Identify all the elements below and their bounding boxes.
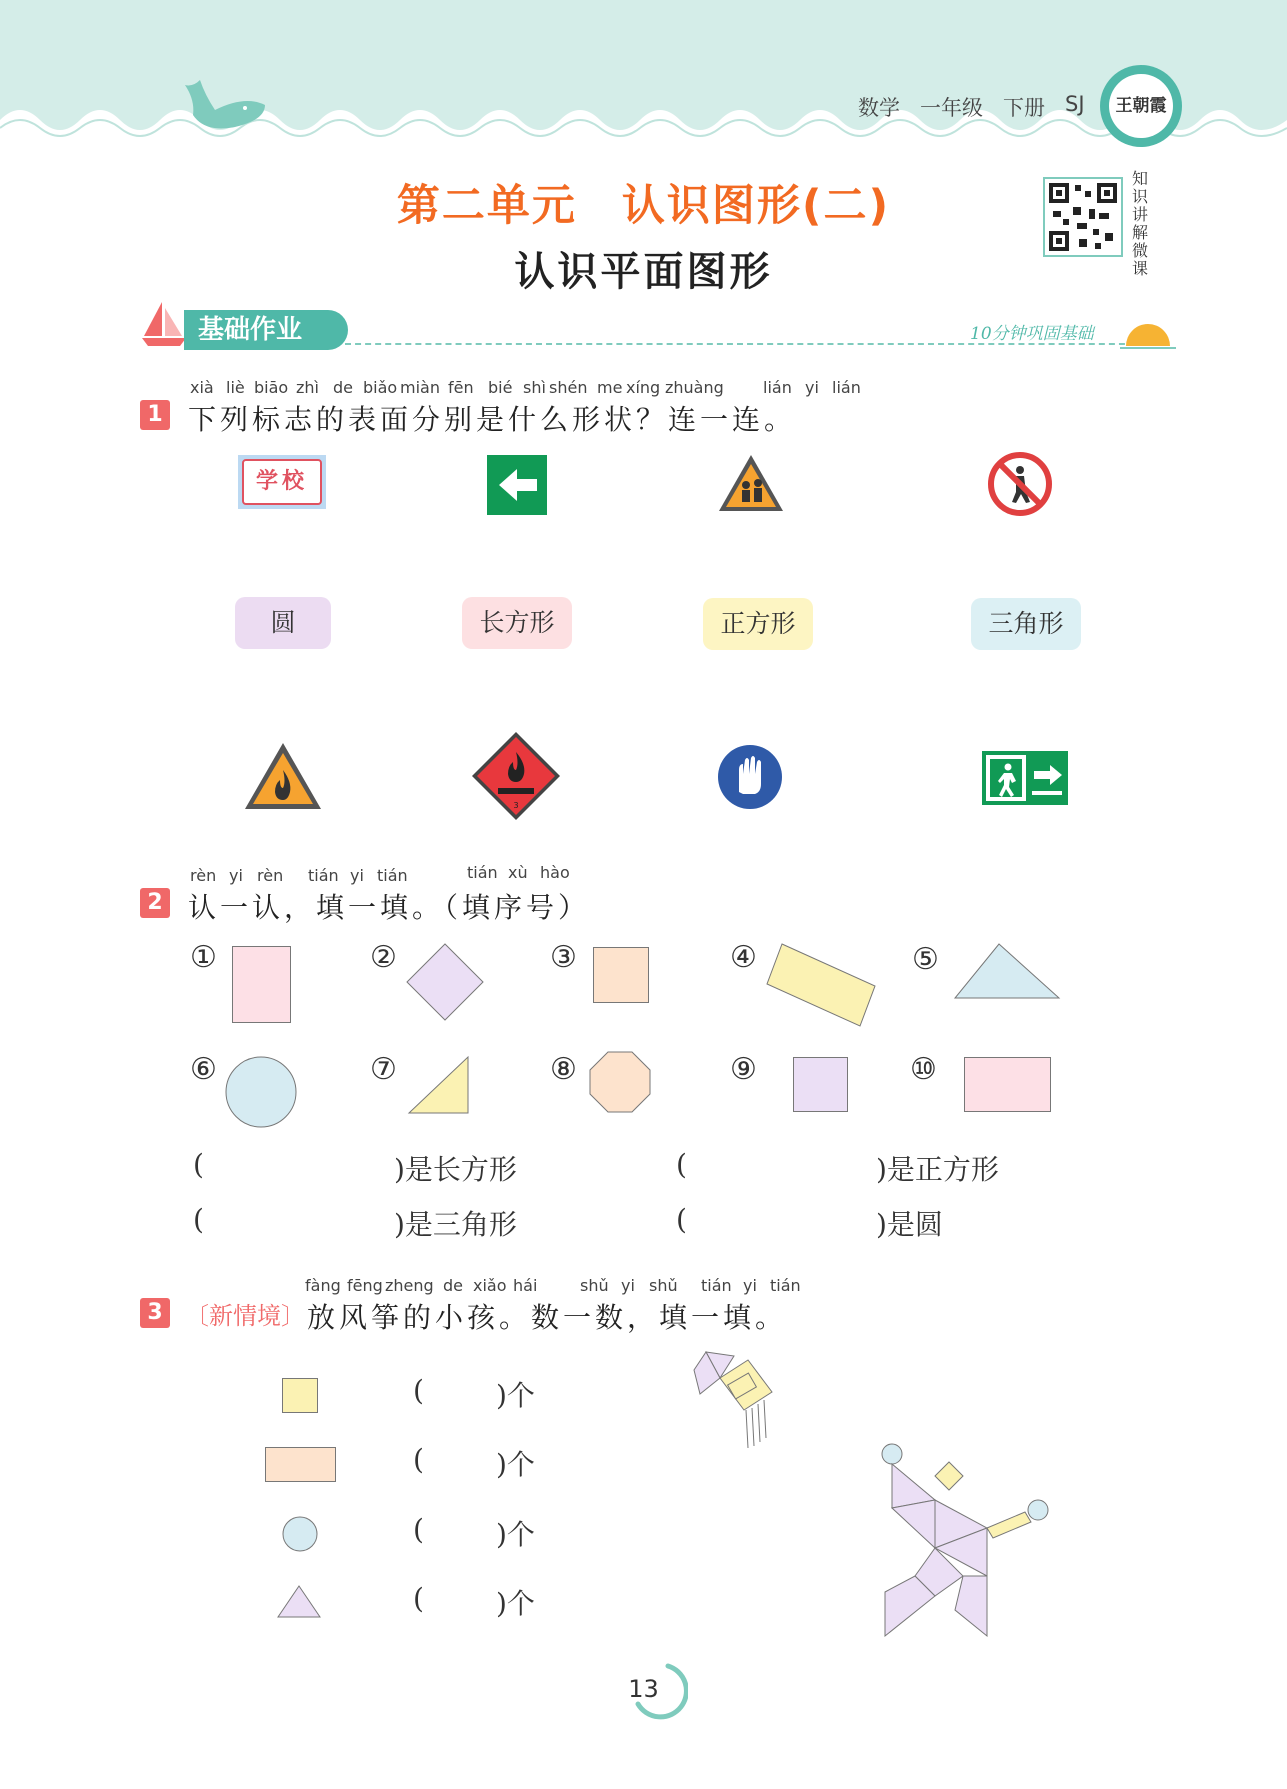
count-circle-label: )个 xyxy=(496,1518,535,1551)
brand-logo xyxy=(1100,65,1182,147)
count-square-shape xyxy=(282,1378,318,1413)
label-3: ③ xyxy=(550,940,577,975)
q1-pinyin: zhuàng xyxy=(665,378,724,397)
qr-icon xyxy=(1049,183,1117,251)
header-volume: 下册 xyxy=(1003,96,1045,120)
sailboat-icon xyxy=(140,300,190,348)
chip-rectangle[interactable]: 长方形 xyxy=(462,597,572,649)
q1-text: 下列标志的表面分别是什么形状？连一连。 xyxy=(188,403,797,436)
count-square-input[interactable] xyxy=(430,1376,495,1408)
q1-pinyin: biǎo xyxy=(363,378,398,397)
q1-pinyin-row xyxy=(188,378,908,400)
qr-label: 知识讲解微课 xyxy=(1132,169,1149,278)
shape-8-octagon xyxy=(588,1050,652,1114)
shape-4-rectangle xyxy=(765,942,877,1028)
shape-5-triangle xyxy=(953,942,1061,1000)
section-subtitle: 10分钟巩固基础 xyxy=(970,324,1094,344)
q1-pinyin: miàn xyxy=(400,378,440,397)
q3-text: 放风筝的小孩。数一数，填一填。 xyxy=(307,1301,788,1334)
answer-triangle-input[interactable] xyxy=(212,1205,392,1237)
q1-number: 1 xyxy=(140,400,170,430)
q1-pinyin: me xyxy=(597,378,623,397)
count-triangle-open: ( xyxy=(413,1582,424,1615)
q1-pinyin: bié xyxy=(488,378,513,397)
q2-pinyin: xù xyxy=(508,863,528,882)
label-6: ⑥ xyxy=(190,1052,217,1087)
q2-pinyin: tián xyxy=(308,866,339,885)
chip-circle[interactable]: 圆 xyxy=(235,597,331,649)
q3-pinyin: fēng xyxy=(347,1276,383,1295)
kite-picture xyxy=(690,1348,780,1458)
q2-pinyin-row xyxy=(188,863,608,888)
answer-triangle-label: )是三角形 xyxy=(394,1208,517,1241)
answer-rect-label: )是长方形 xyxy=(394,1153,517,1186)
chip-triangle[interactable]: 三角形 xyxy=(971,598,1081,650)
answer-rect-open: ( xyxy=(193,1148,204,1181)
q3-tag: 〔新情境〕 xyxy=(185,1302,305,1330)
tangram-child-picture xyxy=(875,1440,1055,1650)
sun-icon xyxy=(1120,312,1176,352)
count-circle-open: ( xyxy=(413,1513,424,1546)
q3-pinyin: shǔ xyxy=(649,1276,678,1295)
q1-pinyin: xíng xyxy=(626,378,661,397)
q3-pinyin: hái xyxy=(513,1276,538,1295)
count-circle-input[interactable] xyxy=(430,1515,495,1547)
answer-square-input[interactable] xyxy=(695,1150,875,1182)
header-edition: SJ xyxy=(1065,92,1085,116)
q3-pinyin: zheng xyxy=(385,1276,434,1295)
shape-6-circle xyxy=(224,1055,298,1129)
shape-9-square xyxy=(793,1057,848,1112)
gloves-sign[interactable] xyxy=(717,744,783,810)
answer-circle-label: )是圆 xyxy=(876,1208,943,1241)
shape-7-triangle xyxy=(407,1055,471,1115)
page-number: 13 xyxy=(628,1675,659,1703)
school-sign-label: 学校 xyxy=(242,459,322,505)
count-square-label: )个 xyxy=(496,1379,535,1412)
answer-circle-input[interactable] xyxy=(695,1205,875,1237)
q1-pinyin: biāo xyxy=(254,378,289,397)
count-triangle-label: )个 xyxy=(496,1587,535,1620)
q2-pinyin: tián xyxy=(467,863,498,882)
svg-text:3: 3 xyxy=(513,801,519,810)
answer-circle-open: ( xyxy=(676,1203,687,1236)
lesson-title: 认识平面图形 xyxy=(514,249,773,295)
header-subject: 数学 xyxy=(858,96,900,120)
q1-pinyin: lián xyxy=(763,378,792,397)
shape-3-square xyxy=(593,947,649,1003)
q2-pinyin: rèn xyxy=(257,866,284,885)
label-10: ⑩ xyxy=(910,1052,937,1087)
count-triangle-input[interactable] xyxy=(430,1584,495,1616)
q1-pinyin: de xyxy=(333,378,353,397)
whale-icon xyxy=(175,75,275,135)
fire-warning-sign[interactable] xyxy=(242,740,324,812)
q1-pinyin: lián xyxy=(832,378,861,397)
section-banner: 基础作业 xyxy=(184,310,348,350)
q1-pinyin: liè xyxy=(226,378,245,397)
label-2: ② xyxy=(370,940,397,975)
count-rectangle-open: ( xyxy=(413,1443,424,1476)
label-1: ① xyxy=(190,940,217,975)
qr-code[interactable] xyxy=(1043,177,1123,257)
flammable-sign[interactable] xyxy=(470,730,562,822)
q3-pinyin: shǔ xyxy=(580,1276,609,1295)
shape-2-square xyxy=(405,942,485,1022)
label-8: ⑧ xyxy=(550,1052,577,1087)
count-rectangle-shape xyxy=(265,1447,336,1482)
q3-pinyin: tián xyxy=(770,1276,801,1295)
q1-pinyin: fēn xyxy=(448,378,474,397)
label-5: ⑤ xyxy=(912,942,939,977)
q1-pinyin: shén xyxy=(549,378,588,397)
q3-pinyin: fàng xyxy=(305,1276,341,1295)
q2-number: 2 xyxy=(140,888,170,918)
count-square-open: ( xyxy=(413,1374,424,1407)
q3-pinyin: tián xyxy=(701,1276,732,1295)
q1-pinyin: shì xyxy=(523,378,546,397)
q3-pinyin: yi xyxy=(621,1276,635,1295)
header-grade: 一年级 xyxy=(920,96,983,120)
q2-pinyin: hào xyxy=(540,863,570,882)
q3-pinyin: xiǎo xyxy=(473,1276,507,1295)
q1-pinyin: yi xyxy=(805,378,819,397)
q3-number: 3 xyxy=(140,1298,170,1328)
answer-triangle-open: ( xyxy=(193,1203,204,1236)
q1-pinyin: xià xyxy=(190,378,214,397)
unit-title: 第二单元 认识图形(二) xyxy=(396,181,891,231)
exit-sign[interactable] xyxy=(982,751,1068,805)
count-triangle-shape xyxy=(276,1584,322,1620)
count-rectangle-label: )个 xyxy=(496,1448,535,1481)
q2-pinyin: tián xyxy=(377,866,408,885)
label-4: ④ xyxy=(730,940,757,975)
school-sign[interactable] xyxy=(238,455,326,509)
q1-pinyin: zhì xyxy=(296,378,319,397)
answer-square-label: )是正方形 xyxy=(876,1153,999,1186)
brand-name: 王朝霞 xyxy=(1109,74,1173,138)
q2-pinyin: rèn xyxy=(190,866,217,885)
arrow-sign[interactable] xyxy=(487,455,547,515)
chip-square[interactable]: 正方形 xyxy=(703,598,813,650)
q3-pinyin-row xyxy=(305,1276,825,1298)
count-rectangle-input[interactable] xyxy=(430,1445,495,1477)
answer-square-open: ( xyxy=(676,1148,687,1181)
answer-rect-input[interactable] xyxy=(212,1150,392,1182)
q3-pinyin: yi xyxy=(743,1276,757,1295)
q2-text: 认一认，填一填。（填序号） xyxy=(188,891,591,924)
label-7: ⑦ xyxy=(370,1052,397,1087)
q2-pinyin: yi xyxy=(350,866,364,885)
shape-1-rectangle xyxy=(232,946,291,1023)
children-warning-sign[interactable] xyxy=(716,452,786,514)
q3-pinyin: de xyxy=(443,1276,463,1295)
label-9: ⑨ xyxy=(730,1052,757,1087)
shape-10-rectangle xyxy=(964,1057,1051,1112)
count-circle-shape xyxy=(280,1514,320,1554)
q2-pinyin: yi xyxy=(229,866,243,885)
no-pedestrian-sign[interactable] xyxy=(988,452,1052,516)
